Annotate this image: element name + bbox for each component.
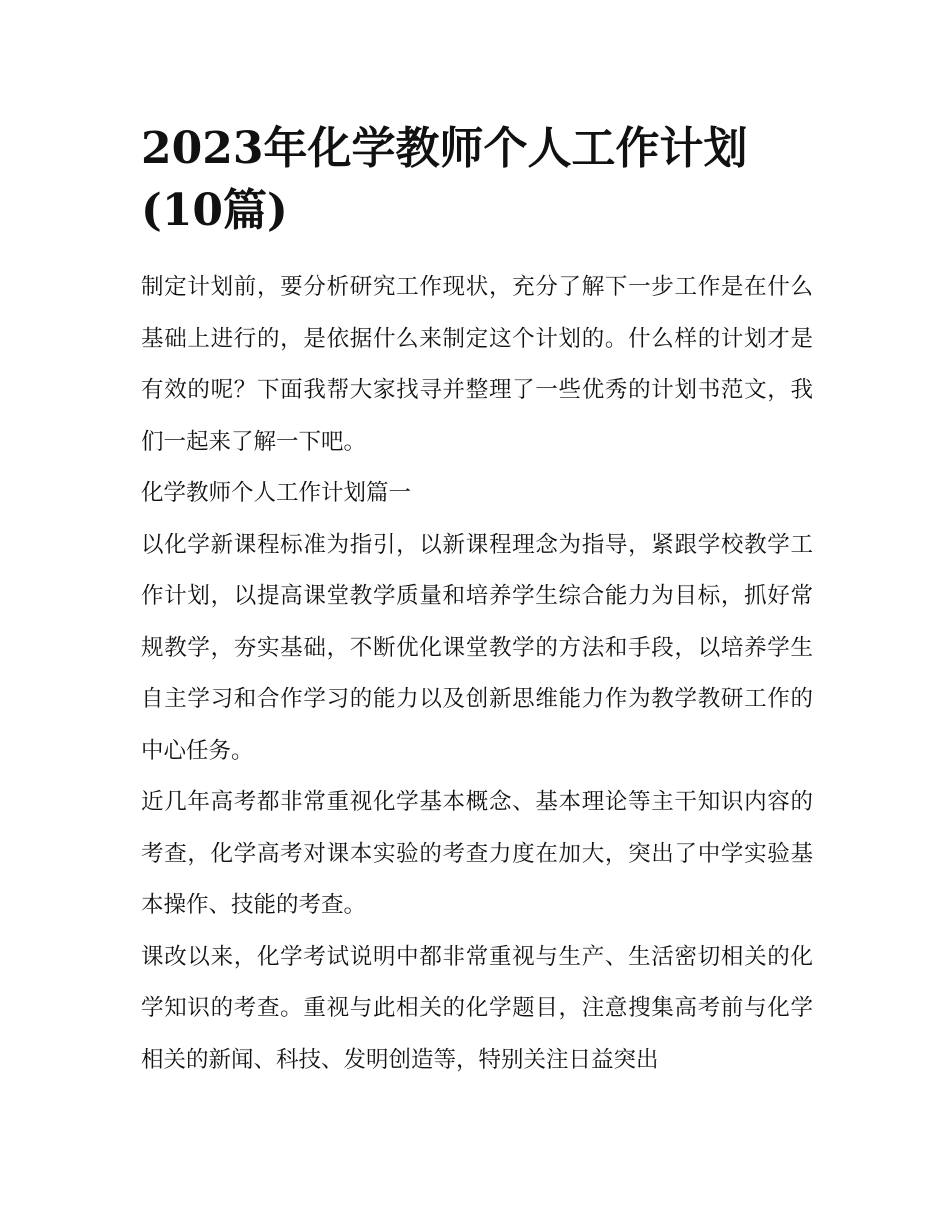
intro-paragraph: 制定计划前，要分析研究工作现状，充分了解下一步工作是在什么基础上进行的，是依据什么来制定这个计划的。什么样的计划才是有效的呢？下面我帮大家找寻并整理了一些优秀的计划书范文，我们一起来了解一下吧。 [141,274,813,455]
paragraph-3: 课改以来，化学考试说明中都非常重视与生产、生活密切相关的化学知识的考查。重视与此相关的化学题目，注意搜集高考前与化学相关的新闻、科技、发明创造等，特别关注日益突出 [141,943,813,1073]
paragraph-2: 近几年高考都非常重视化学基本概念、基本理论等主干知识内容的考查，化学高考对课本实验的考查力度在加大，突出了中学实验基本操作、技能的考查。 [141,789,813,918]
document-content [141,118,813,1086]
document-title: 2023年化学教师个人工作计划(10篇) [141,123,748,236]
section-heading: 化学教师个人工作计划篇一 [141,480,412,506]
paragraph-1: 以化学新课程标准为指引，以新课程理念为指导，紧跟学校教学工作计划，以提高课堂教学质量和培养学生综合能力为目标，抓好常规教学，夯实基础，不断优化课堂教学的方法和手段，以培养学生自主学习和合作学习的能力以及创新思维能力作为教学教研工作的中心任务。 [141,531,813,764]
